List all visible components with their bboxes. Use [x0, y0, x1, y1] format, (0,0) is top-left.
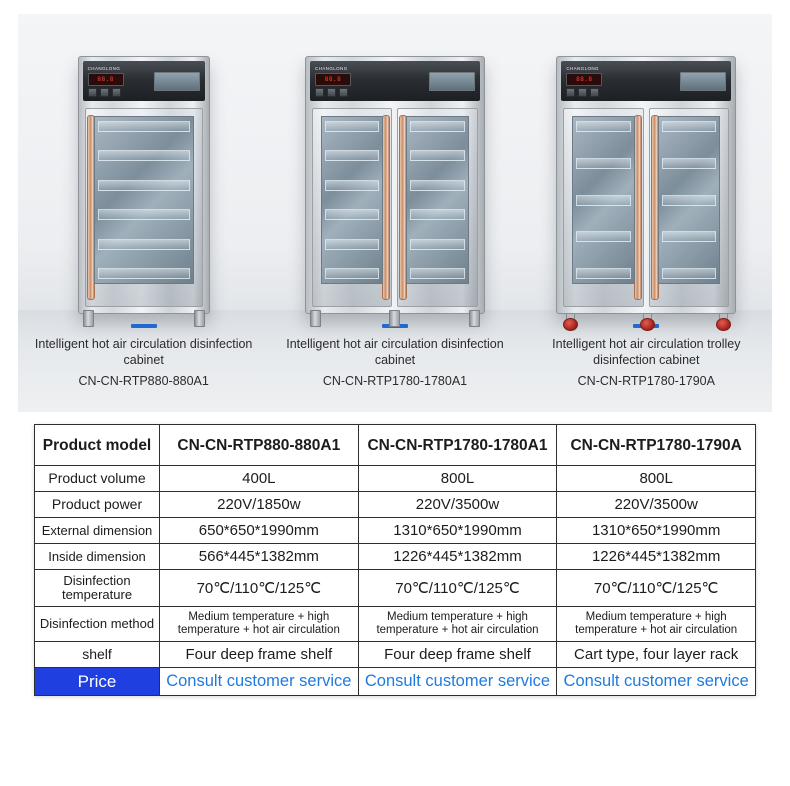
table-row: [35, 544, 756, 570]
rack-stack: [98, 121, 190, 279]
cabinet-image-3: [556, 14, 736, 314]
rack-shelf: [662, 231, 717, 242]
door-window: [572, 116, 635, 284]
rack-shelf: [662, 268, 717, 279]
rack-shelf: [576, 121, 631, 132]
panel-left-group: [88, 66, 124, 97]
table-row: [35, 570, 756, 607]
rack-shelf: [325, 209, 380, 220]
cabinet-leg: [469, 310, 480, 327]
table-cell: 1310*650*1990mm: [557, 518, 756, 544]
cabinet-trolley: [556, 56, 736, 314]
rack-stack: [410, 121, 465, 279]
cabinet-leg: [194, 310, 205, 327]
table-cell: 400L: [160, 466, 359, 492]
rack-shelf: [98, 121, 190, 132]
price-cta[interactable]: Consult customer service: [557, 668, 756, 696]
product-gallery: [18, 14, 772, 412]
table-cell: CN-CN-RTP880-880A1: [160, 425, 359, 466]
table-cell: Medium temperature + high temperature + hot air circulation: [557, 607, 756, 642]
row-label: Disinfection temperature: [35, 570, 160, 607]
table-cell: 650*650*1990mm: [160, 518, 359, 544]
table-row: [35, 466, 756, 492]
table-cell: Four deep frame shelf: [358, 642, 557, 668]
row-label: Product volume: [35, 466, 160, 492]
cabinet-double-door: [305, 56, 485, 314]
cabinet-door[interactable]: [85, 108, 203, 307]
table-cell: 70℃/110℃/125℃: [557, 570, 756, 607]
table-cell: 220V/1850w: [160, 492, 359, 518]
table-cell: 220V/3500w: [358, 492, 557, 518]
cabinet-door[interactable]: [563, 108, 644, 307]
product-caption: Intelligent hot air circulation disinfection cabinet: [286, 337, 504, 367]
panel-button-icon[interactable]: [315, 88, 324, 97]
rack-shelf: [410, 180, 465, 191]
cabinet-leg: [389, 310, 400, 327]
panel-button-icon[interactable]: [590, 88, 599, 97]
product-card-1[interactable]: [24, 14, 264, 412]
rack-shelf: [410, 239, 465, 250]
rack-stack: [325, 121, 380, 279]
product-model: CN-CN-RTP1780-1780A1: [322, 374, 468, 388]
table-cell: 1226*445*1382mm: [557, 544, 756, 570]
table-cell: Four deep frame shelf: [160, 642, 359, 668]
spec-table-body: [35, 425, 756, 696]
table-cell: Medium temperature + high temperature + hot air circulation: [160, 607, 359, 642]
rack-stack: [662, 121, 717, 279]
cabinet-leg: [83, 310, 94, 327]
table-cell: Cart type, four layer rack: [557, 642, 756, 668]
price-cta[interactable]: Consult customer service: [358, 668, 557, 696]
table-cell: 70℃/110℃/125℃: [160, 570, 359, 607]
table-row: [35, 642, 756, 668]
cabinet-body: [85, 106, 203, 307]
brand-label: CHANGLONG: [314, 65, 348, 71]
rack-shelf: [576, 158, 631, 169]
cabinet-casters: [563, 313, 729, 329]
panel-button-icon[interactable]: [88, 88, 97, 97]
door-window: [658, 116, 721, 284]
rack-shelf: [98, 239, 190, 250]
cabinet-body: [563, 106, 729, 307]
rack-shelf: [576, 268, 631, 279]
table-cell: 1226*445*1382mm: [358, 544, 557, 570]
cabinet-leg: [310, 310, 321, 327]
row-label: Product power: [35, 492, 160, 518]
rack-shelf: [98, 209, 190, 220]
row-label: Inside dimension: [35, 544, 160, 570]
cabinet-door[interactable]: [397, 108, 478, 307]
rack-shelf: [576, 195, 631, 206]
panel-button-icon[interactable]: [112, 88, 121, 97]
cabinet-legs: [83, 310, 205, 327]
rack-stack: [576, 121, 631, 279]
rack-shelf: [662, 121, 717, 132]
table-row: [35, 607, 756, 642]
lcd-screen: [429, 72, 475, 91]
specification-table: [34, 424, 756, 696]
rack-shelf: [410, 268, 465, 279]
price-label: Price: [35, 668, 160, 696]
product-model: CN-CN-RTP1780-1790A: [577, 374, 715, 388]
caster-wheel-icon: [563, 313, 576, 329]
table-cell: 70℃/110℃/125℃: [358, 570, 557, 607]
price-cta[interactable]: Consult customer service: [160, 668, 359, 696]
cabinet-door[interactable]: [312, 108, 393, 307]
product-caption: Intelligent hot air circulation trolley disinfection cabinet: [552, 337, 741, 367]
table-cell: 800L: [557, 466, 756, 492]
product-hero-banner: [18, 14, 772, 412]
rack-shelf: [410, 209, 465, 220]
product-card-2[interactable]: [275, 14, 515, 412]
lcd-screen: [154, 72, 200, 91]
rack-shelf: [576, 231, 631, 242]
row-label: Product model: [35, 425, 160, 466]
product-card-3[interactable]: [526, 14, 766, 412]
row-label: External dimension: [35, 518, 160, 544]
table-cell: 566*445*1382mm: [160, 544, 359, 570]
rack-shelf: [410, 150, 465, 161]
rack-shelf: [325, 121, 380, 132]
table-cell: CN-CN-RTP1780-1780A1: [358, 425, 557, 466]
caster-wheel-icon: [640, 313, 653, 329]
table-cell: CN-CN-RTP1780-1790A: [557, 425, 756, 466]
lcd-screen: [680, 72, 726, 91]
door-window: [94, 116, 194, 284]
rack-shelf: [410, 121, 465, 132]
cabinet-image-2: [305, 14, 485, 314]
cabinet-door[interactable]: [649, 108, 730, 307]
door-window: [321, 116, 384, 284]
brand-label: CHANGLONG: [87, 65, 121, 71]
table-cell: Medium temperature + high temperature + hot air circulation: [358, 607, 557, 642]
table-cell: 1310*650*1990mm: [358, 518, 557, 544]
cabinet-body: [312, 106, 478, 307]
panel-button-icon[interactable]: [566, 88, 575, 97]
temperature-display: 88.8: [88, 73, 124, 86]
rack-shelf: [325, 180, 380, 191]
brand-label: CHANGLONG: [566, 65, 599, 71]
control-panel: [561, 61, 731, 101]
rack-shelf: [325, 268, 380, 279]
rack-shelf: [662, 158, 717, 169]
door-handle-icon[interactable]: [634, 115, 642, 300]
temperature-display: 88.8: [315, 73, 351, 86]
product-model: CN-CN-RTP880-880A1: [78, 374, 209, 388]
product-caption: Intelligent hot air circulation disinfection cabinet: [34, 337, 253, 367]
panel-button-icon[interactable]: [578, 88, 587, 97]
panel-left-group: [566, 66, 602, 97]
panel-buttons[interactable]: [88, 88, 121, 97]
door-handle-icon[interactable]: [382, 115, 390, 300]
row-label: shelf: [35, 642, 160, 668]
panel-button-icon[interactable]: [100, 88, 109, 97]
table-row: [35, 425, 756, 466]
table-cell: 220V/3500w: [557, 492, 756, 518]
rack-shelf: [325, 239, 380, 250]
table-cell: 800L: [358, 466, 557, 492]
rack-shelf: [98, 268, 190, 279]
panel-button-icon[interactable]: [327, 88, 336, 97]
table-row: [35, 518, 756, 544]
caster-wheel-icon: [716, 313, 729, 329]
table-row: [35, 492, 756, 518]
door-window: [406, 116, 469, 284]
cabinet-single-door: [78, 56, 210, 314]
cabinet-image-1: [78, 14, 210, 314]
rack-shelf: [98, 150, 190, 161]
control-panel: [310, 61, 480, 101]
row-label: Disinfection method: [35, 607, 160, 642]
cabinet-legs: [310, 310, 480, 327]
temperature-display: 88.8: [566, 73, 602, 86]
table-row-price: [35, 668, 756, 696]
control-panel: [83, 61, 205, 101]
rack-shelf: [662, 195, 717, 206]
panel-left-group: [315, 66, 351, 97]
panel-buttons[interactable]: [315, 88, 348, 97]
panel-button-icon[interactable]: [339, 88, 348, 97]
panel-buttons[interactable]: [566, 88, 599, 97]
rack-shelf: [325, 150, 380, 161]
rack-shelf: [98, 180, 190, 191]
